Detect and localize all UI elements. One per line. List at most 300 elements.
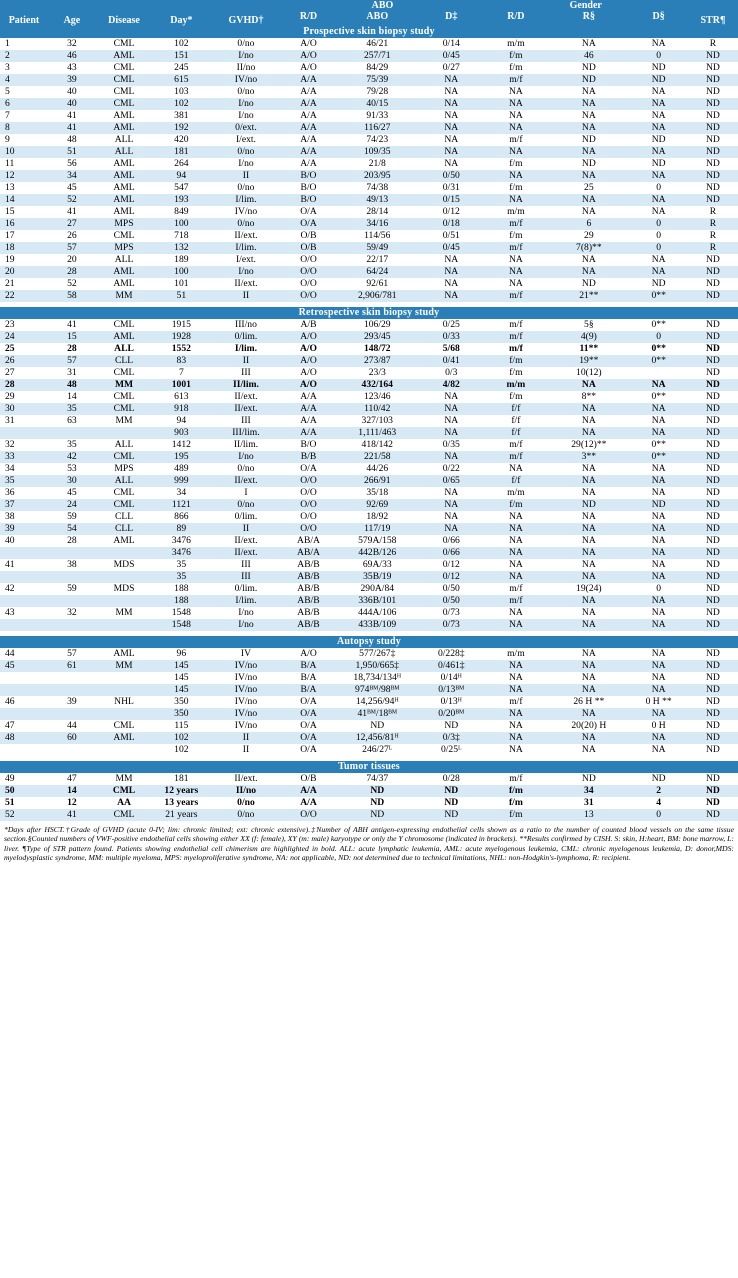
- cell-rd1: B/A: [281, 684, 335, 696]
- cell-rd1: A/O: [281, 50, 335, 62]
- cell-genr: NA: [548, 415, 629, 427]
- cell-gend: NA: [629, 511, 687, 523]
- cell-disease: CML: [96, 785, 152, 797]
- table-row: [0, 415, 738, 427]
- cell-abor: 23/3: [336, 367, 419, 379]
- cell-str: ND: [688, 571, 738, 583]
- cell-rd1: O/B: [281, 230, 335, 242]
- table-row: [0, 499, 738, 511]
- cell-gend: NA: [629, 254, 687, 266]
- table-row: [0, 278, 738, 290]
- cell-gvhd: 0/lim.: [211, 331, 282, 343]
- cell-abor: 444A/106: [336, 607, 419, 619]
- table-row: [0, 619, 738, 631]
- cell-disease: MM: [96, 660, 152, 672]
- table-row: [0, 773, 738, 785]
- cell-str: ND: [688, 732, 738, 744]
- table-row: [0, 672, 738, 684]
- cell-str: R: [688, 206, 738, 218]
- cell-disease: ALL: [96, 254, 152, 266]
- table-row: [0, 523, 738, 535]
- cell-abod: 0/27: [419, 62, 484, 74]
- cell-rd2: m/f: [484, 290, 549, 302]
- cell-patient: 2: [0, 50, 48, 62]
- cell-rd2: NA: [484, 559, 549, 571]
- cell-day: 192: [152, 122, 210, 134]
- cell-rd1: A/O: [281, 343, 335, 355]
- cell-rd2: m/m: [484, 648, 549, 660]
- cell-patient: 11: [0, 158, 48, 170]
- cell-disease: CML: [96, 86, 152, 98]
- cell-str: ND: [688, 583, 738, 595]
- cell-str: ND: [688, 648, 738, 660]
- cell-abod: 0/50: [419, 170, 484, 182]
- cell-disease: [96, 672, 152, 684]
- cell-day: 866: [152, 511, 210, 523]
- cell-str: ND: [688, 809, 738, 821]
- table-row: [0, 595, 738, 607]
- cell-age: 59: [48, 583, 96, 595]
- cell-day: 151: [152, 50, 210, 62]
- cell-day: 420: [152, 134, 210, 146]
- cell-genr: 25: [548, 182, 629, 194]
- cell-gend: ND: [629, 499, 687, 511]
- cell-rd1: O/A: [281, 720, 335, 732]
- cell-age: 41: [48, 122, 96, 134]
- cell-abod: 0/45: [419, 50, 484, 62]
- cell-patient: 41: [0, 559, 48, 571]
- cell-abor: 148/72: [336, 343, 419, 355]
- cell-patient: 6: [0, 98, 48, 110]
- cell-abor: 327/103: [336, 415, 419, 427]
- cell-disease: CML: [96, 367, 152, 379]
- cell-genr: NA: [548, 547, 629, 559]
- cell-age: 15: [48, 331, 96, 343]
- cell-patient: 17: [0, 230, 48, 242]
- section-title-row: [0, 26, 738, 38]
- cell-disease: AML: [96, 278, 152, 290]
- cell-disease: MPS: [96, 218, 152, 230]
- section-title-row: [0, 636, 738, 648]
- cell-rd2: NA: [484, 684, 549, 696]
- section-title: Prospective skin biopsy study: [0, 26, 738, 38]
- cell-age: 58: [48, 290, 96, 302]
- cell-abor: 221/58: [336, 451, 419, 463]
- cell-disease: CML: [96, 720, 152, 732]
- cell-genr: NA: [548, 607, 629, 619]
- cell-abod: 0/51: [419, 230, 484, 242]
- cell-age: [48, 547, 96, 559]
- cell-genr: 11**: [548, 343, 629, 355]
- cell-genr: ND: [548, 74, 629, 86]
- cell-day: 1928: [152, 331, 210, 343]
- cell-disease: AML: [96, 158, 152, 170]
- cell-gend: 0**: [629, 343, 687, 355]
- cell-rd1: A/A: [281, 427, 335, 439]
- cell-rd2: NA: [484, 194, 549, 206]
- cell-gend: NA: [629, 403, 687, 415]
- cell-patient: 12: [0, 170, 48, 182]
- cell-rd1: A/A: [281, 158, 335, 170]
- cell-day: 101: [152, 278, 210, 290]
- cell-gvhd: 0/no: [211, 797, 282, 809]
- cell-gend: NA: [629, 110, 687, 122]
- cell-abor: 2,906/781: [336, 290, 419, 302]
- cell-disease: MM: [96, 415, 152, 427]
- cell-genr: 5§: [548, 319, 629, 331]
- cell-gend: NA: [629, 475, 687, 487]
- cell-disease: [96, 427, 152, 439]
- cell-str: R: [688, 242, 738, 254]
- cell-abor: 432/164: [336, 379, 419, 391]
- cell-day: 1001: [152, 379, 210, 391]
- cell-disease: ALL: [96, 134, 152, 146]
- cell-day: 102: [152, 38, 210, 50]
- cell-gvhd: IV/no: [211, 720, 282, 732]
- cell-rd2: m/f: [484, 319, 549, 331]
- cell-age: 41: [48, 110, 96, 122]
- cell-str: ND: [688, 523, 738, 535]
- cell-gend: NA: [629, 122, 687, 134]
- cell-abod: 0/35: [419, 439, 484, 451]
- cell-rd1: B/A: [281, 672, 335, 684]
- cell-gvhd: I/no: [211, 607, 282, 619]
- cell-day: 903: [152, 427, 210, 439]
- cell-age: 53: [48, 463, 96, 475]
- cell-rd1: A/A: [281, 110, 335, 122]
- cell-disease: ALL: [96, 439, 152, 451]
- cell-day: 195: [152, 451, 210, 463]
- cell-abor: 44/26: [336, 463, 419, 475]
- cell-patient: 13: [0, 182, 48, 194]
- cell-str: ND: [688, 475, 738, 487]
- cell-age: [48, 744, 96, 756]
- cell-abod: 0/25: [419, 319, 484, 331]
- cell-disease: MM: [96, 607, 152, 619]
- cell-rd1: B/B: [281, 451, 335, 463]
- cell-gvhd: I/no: [211, 451, 282, 463]
- cell-gvhd: I/no: [211, 158, 282, 170]
- cell-rd2: NA: [484, 619, 549, 631]
- cell-abod: 0/50: [419, 595, 484, 607]
- cell-rd2: m/f: [484, 451, 549, 463]
- cell-abor: 257/71: [336, 50, 419, 62]
- cell-abor: 92/69: [336, 499, 419, 511]
- cell-gend: 0**: [629, 451, 687, 463]
- cell-abor: 22/17: [336, 254, 419, 266]
- cell-disease: AML: [96, 122, 152, 134]
- cell-rd2: m/f: [484, 218, 549, 230]
- cell-genr: 26 H **: [548, 696, 629, 708]
- table-row: [0, 571, 738, 583]
- cell-patient: 39: [0, 523, 48, 535]
- cell-disease: AML: [96, 50, 152, 62]
- cell-patient: 52: [0, 809, 48, 821]
- col-disease: Disease: [96, 0, 152, 26]
- cell-rd2: NA: [484, 547, 549, 559]
- table-row: [0, 475, 738, 487]
- cell-genr: NA: [548, 254, 629, 266]
- cell-rd2: m/f: [484, 242, 549, 254]
- cell-str: ND: [688, 720, 738, 732]
- cell-rd2: f/m: [484, 391, 549, 403]
- cell-rd1: A/A: [281, 134, 335, 146]
- cell-patient: [0, 708, 48, 720]
- cell-gvhd: 0/no: [211, 809, 282, 821]
- cell-age: [48, 595, 96, 607]
- cell-gvhd: II/lim.: [211, 379, 282, 391]
- cell-day: 489: [152, 463, 210, 475]
- cell-gvhd: III: [211, 415, 282, 427]
- table-row: [0, 547, 738, 559]
- cell-gend: 2: [629, 785, 687, 797]
- cell-patient: [0, 744, 48, 756]
- cell-patient: 34: [0, 463, 48, 475]
- cell-age: 63: [48, 415, 96, 427]
- section-title-row: [0, 307, 738, 319]
- cell-genr: NA: [548, 523, 629, 535]
- table-row: [0, 331, 738, 343]
- cell-rd1: O/O: [281, 254, 335, 266]
- cell-rd2: m/m: [484, 38, 549, 50]
- cell-str: ND: [688, 254, 738, 266]
- cell-patient: 32: [0, 439, 48, 451]
- cell-str: ND: [688, 797, 738, 809]
- cell-disease: CML: [96, 62, 152, 74]
- cell-patient: 37: [0, 499, 48, 511]
- cell-disease: [96, 744, 152, 756]
- cell-genr: ND: [548, 499, 629, 511]
- cell-genr: NA: [548, 110, 629, 122]
- cell-age: [48, 684, 96, 696]
- cell-rd2: NA: [484, 278, 549, 290]
- cell-patient: 16: [0, 218, 48, 230]
- cell-abod: 0/66: [419, 535, 484, 547]
- cell-genr: NA: [548, 571, 629, 583]
- cell-abor: 49/13: [336, 194, 419, 206]
- cell-gvhd: II: [211, 290, 282, 302]
- cell-gend: 0 H **: [629, 696, 687, 708]
- cell-age: [48, 427, 96, 439]
- table-row: [0, 122, 738, 134]
- table-row: [0, 660, 738, 672]
- cell-str: R: [688, 38, 738, 50]
- cell-day: 918: [152, 403, 210, 415]
- cell-str: ND: [688, 146, 738, 158]
- cell-genr: NA: [548, 732, 629, 744]
- cell-abod: NA: [419, 403, 484, 415]
- cell-rd1: A/A: [281, 797, 335, 809]
- cell-str: ND: [688, 487, 738, 499]
- cell-str: ND: [688, 619, 738, 631]
- footnotes-text: *Days after HSCT.†Grade of GVHD (acute 0-IV; lim: chronic limited; ext: chronic extensive).‡Number of ABH antigen-expressing endothelial cells shown as a ratio to the number of counted blood vessels on the same tissue section.§Counted numbers of VWF-positive endothelial cells showing either XX (f: female), XY (m: male) karyotype or only the Y chromosome (indicated in brackets). **Results confirmed by CISH. S: skin, H:heart, BM: bone marrow, L: liver. ¶Type of STR pattern found. Patients showing endothelial cell chimerism are highlighted in bold. ALL: acute lymphatic leukemia, AML: acute myelogenous leukemia, CML: chronic myelogenous leukemia, D: donor,MDS: myelodysplastic syndrome, MM: multiple myeloma, MPS: myeloproliferative syndrome, NA: not applicable, ND: not determined due to technical limitations, NHL: non-Hodgkin's-lymphoma, R: recipient.: [4, 825, 734, 863]
- cell-gend: 0**: [629, 355, 687, 367]
- cell-rd2: NA: [484, 607, 549, 619]
- cell-gvhd: IV: [211, 648, 282, 660]
- cell-day: 181: [152, 773, 210, 785]
- cell-rd2: m/f: [484, 773, 549, 785]
- cell-rd1: A/A: [281, 415, 335, 427]
- cell-abod: 0/18: [419, 218, 484, 230]
- cell-day: 1121: [152, 499, 210, 511]
- col-day: Day*: [152, 0, 210, 26]
- cell-abor: 336B/101: [336, 595, 419, 607]
- cell-rd1: A/A: [281, 391, 335, 403]
- col-abo-rd: R/D: [281, 11, 335, 26]
- cell-abod: 0/73: [419, 607, 484, 619]
- cell-abor: 246/27ᴸ: [336, 744, 419, 756]
- cell-str: ND: [688, 379, 738, 391]
- cell-disease: [96, 684, 152, 696]
- cell-str: ND: [688, 439, 738, 451]
- cell-str: ND: [688, 62, 738, 74]
- cell-abod: NA: [419, 391, 484, 403]
- cell-abod: 0/73: [419, 619, 484, 631]
- cell-disease: CML: [96, 319, 152, 331]
- cell-genr: ND: [548, 62, 629, 74]
- cell-disease: AA: [96, 797, 152, 809]
- cell-rd2: f/m: [484, 158, 549, 170]
- cell-gvhd: II/ext.: [211, 230, 282, 242]
- cell-genr: NA: [548, 487, 629, 499]
- cell-gvhd: I/no: [211, 98, 282, 110]
- cell-genr: NA: [548, 559, 629, 571]
- cell-rd1: A/O: [281, 331, 335, 343]
- cell-rd2: m/f: [484, 583, 549, 595]
- cell-rd1: O/A: [281, 732, 335, 744]
- cell-abor: 28/14: [336, 206, 419, 218]
- cell-gend: NA: [629, 559, 687, 571]
- cell-abod: ND: [419, 720, 484, 732]
- cell-gend: 0: [629, 242, 687, 254]
- cell-disease: [96, 708, 152, 720]
- cell-patient: 51: [0, 797, 48, 809]
- table-row: [0, 355, 738, 367]
- cell-abor: 41ᴮᴹ/18ᴮᴹ: [336, 708, 419, 720]
- cell-genr: NA: [548, 619, 629, 631]
- cell-day: 94: [152, 415, 210, 427]
- cell-gvhd: II/no: [211, 62, 282, 74]
- cell-day: 1548: [152, 607, 210, 619]
- cell-gvhd: III/no: [211, 319, 282, 331]
- cell-str: ND: [688, 50, 738, 62]
- cell-str: ND: [688, 355, 738, 367]
- cell-rd1: O/O: [281, 511, 335, 523]
- cell-age: 28: [48, 343, 96, 355]
- cell-str: ND: [688, 607, 738, 619]
- cell-day: 145: [152, 672, 210, 684]
- cell-disease: CLL: [96, 511, 152, 523]
- cell-age: 38: [48, 559, 96, 571]
- cell-age: 28: [48, 535, 96, 547]
- cell-str: ND: [688, 403, 738, 415]
- cell-day: 13 years: [152, 797, 210, 809]
- cell-gend: NA: [629, 595, 687, 607]
- cell-rd1: O/A: [281, 708, 335, 720]
- cell-abor: 273/87: [336, 355, 419, 367]
- cell-gvhd: 0/ext.: [211, 122, 282, 134]
- cell-abod: 0/33: [419, 331, 484, 343]
- cell-abor: 433B/109: [336, 619, 419, 631]
- cell-genr: NA: [548, 206, 629, 218]
- cell-gvhd: II: [211, 355, 282, 367]
- cell-rd2: NA: [484, 266, 549, 278]
- cell-gend: NA: [629, 619, 687, 631]
- cell-age: 44: [48, 720, 96, 732]
- cell-rd1: O/A: [281, 696, 335, 708]
- table-row: [0, 74, 738, 86]
- cell-day: 350: [152, 708, 210, 720]
- cell-rd2: f/m: [484, 797, 549, 809]
- table-row: [0, 487, 738, 499]
- cell-str: ND: [688, 415, 738, 427]
- cell-str: ND: [688, 367, 738, 379]
- footnotes: [0, 821, 738, 863]
- cell-rd2: m/f: [484, 595, 549, 607]
- cell-patient: [0, 595, 48, 607]
- cell-day: 1548: [152, 619, 210, 631]
- cell-gvhd: 0/no: [211, 218, 282, 230]
- table-row: [0, 684, 738, 696]
- table-row: [0, 785, 738, 797]
- table-row: [0, 648, 738, 660]
- cell-patient: 29: [0, 391, 48, 403]
- cell-rd1: A/O: [281, 379, 335, 391]
- cell-patient: 19: [0, 254, 48, 266]
- cell-abor: 106/29: [336, 319, 419, 331]
- table-row: [0, 158, 738, 170]
- cell-disease: CML: [96, 38, 152, 50]
- cell-disease: NHL: [96, 696, 152, 708]
- cell-gvhd: IV/no: [211, 708, 282, 720]
- cell-patient: 31: [0, 415, 48, 427]
- cell-abod: 0/28: [419, 773, 484, 785]
- cell-rd2: f/m: [484, 355, 549, 367]
- cell-rd2: NA: [484, 122, 549, 134]
- table-row: [0, 110, 738, 122]
- cell-disease: CML: [96, 74, 152, 86]
- table-row: [0, 732, 738, 744]
- table-row: [0, 170, 738, 182]
- section-title: Retrospective skin biopsy study: [0, 307, 738, 319]
- cell-rd1: AB/B: [281, 607, 335, 619]
- cell-gend: NA: [629, 732, 687, 744]
- cell-gend: NA: [629, 535, 687, 547]
- cell-disease: CML: [96, 230, 152, 242]
- col-gender-r: R§: [548, 11, 629, 26]
- cell-age: 32: [48, 38, 96, 50]
- table-row: [0, 242, 738, 254]
- cell-rd1: A/O: [281, 648, 335, 660]
- cell-rd1: AB/A: [281, 535, 335, 547]
- cell-rd2: f/m: [484, 50, 549, 62]
- cell-genr: ND: [548, 278, 629, 290]
- col-abo-r: ABO: [336, 11, 419, 26]
- cell-genr: 46: [548, 50, 629, 62]
- cell-disease: CLL: [96, 523, 152, 535]
- cell-disease: AML: [96, 535, 152, 547]
- cell-day: 718: [152, 230, 210, 242]
- cell-disease: [96, 571, 152, 583]
- cell-day: 21 years: [152, 809, 210, 821]
- cell-patient: 27: [0, 367, 48, 379]
- cell-age: [48, 571, 96, 583]
- cell-age: 57: [48, 242, 96, 254]
- cell-abod: NA: [419, 415, 484, 427]
- cell-gend: 4: [629, 797, 687, 809]
- cell-str: ND: [688, 170, 738, 182]
- cell-abod: ND: [419, 785, 484, 797]
